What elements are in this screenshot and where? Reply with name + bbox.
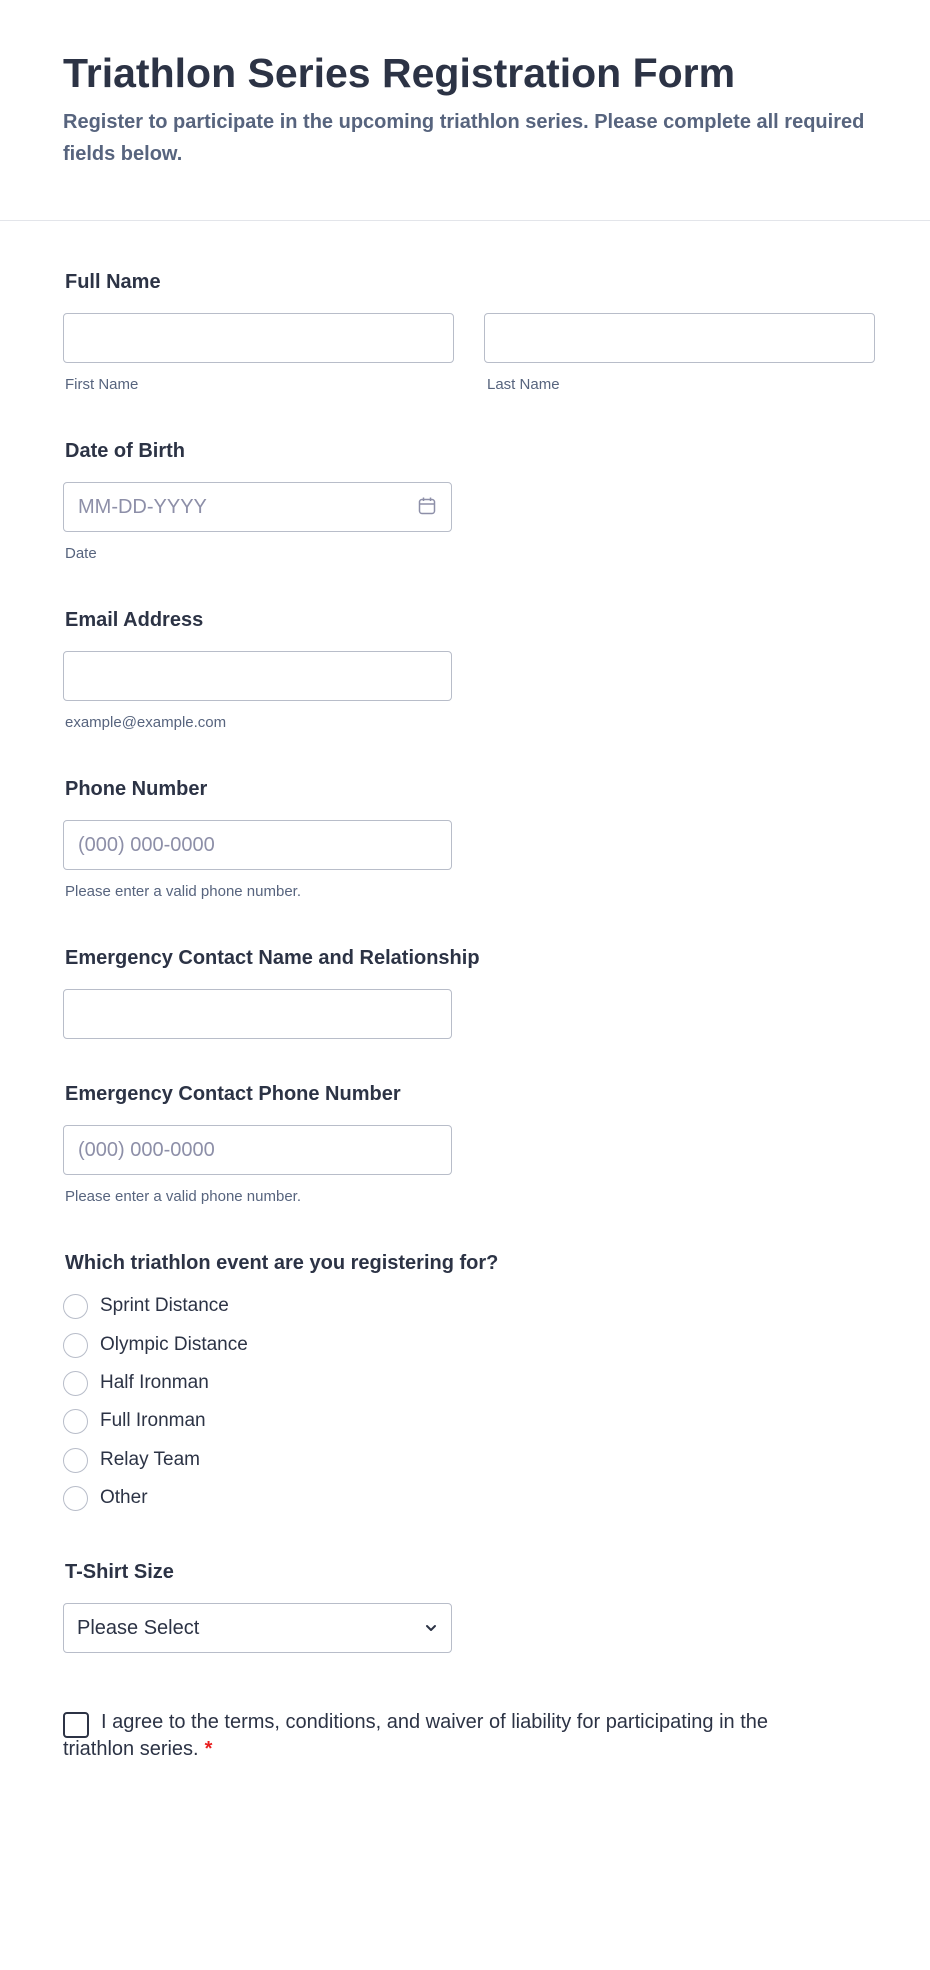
radio-button[interactable]: [63, 1409, 88, 1434]
radio-option-other[interactable]: [63, 1485, 148, 1511]
radio-button[interactable]: [63, 1371, 88, 1396]
radio-label: Other: [100, 1487, 148, 1508]
radio-option-half-ironman[interactable]: [63, 1370, 209, 1396]
emergency-phone-sublabel: Please enter a valid phone number.: [65, 1188, 301, 1205]
radio-label: Full Ironman: [100, 1410, 206, 1431]
radio-button[interactable]: [63, 1486, 88, 1511]
terms-text: I agree to the terms, conditions, and waiver of liability for participating in the triathlon series.: [63, 1711, 769, 1760]
phone-sublabel: Please enter a valid phone number.: [65, 883, 301, 900]
email-sublabel: example@example.com: [65, 714, 227, 731]
form-header: [0, 0, 930, 221]
email-label: Email Address: [65, 609, 204, 631]
event-question-label: Which triathlon event are you registering for?: [65, 1252, 499, 1274]
full-name-label: Full Name: [65, 271, 161, 293]
last-name-sublabel: Last Name: [487, 376, 560, 393]
date-of-birth-label: Date of Birth: [65, 440, 185, 462]
first-name-input[interactable]: [63, 313, 454, 363]
radio-option-sprint[interactable]: [63, 1293, 229, 1319]
email-input[interactable]: [63, 651, 452, 701]
radio-button[interactable]: [63, 1294, 88, 1319]
radio-label: Sprint Distance: [100, 1295, 229, 1316]
radio-option-olympic[interactable]: [63, 1332, 248, 1358]
radio-label: Half Ironman: [100, 1372, 209, 1393]
emergency-contact-input[interactable]: [63, 989, 452, 1039]
calendar-icon[interactable]: [418, 496, 436, 516]
tshirt-size-select[interactable]: [63, 1603, 452, 1653]
radio-label: Relay Team: [100, 1449, 200, 1470]
radio-button[interactable]: [63, 1448, 88, 1473]
required-asterisk: *: [204, 1738, 213, 1760]
first-name-sublabel: First Name: [65, 376, 139, 393]
radio-option-relay-team[interactable]: [63, 1447, 200, 1473]
page-title: Triathlon Series Registration Form: [63, 50, 736, 96]
emergency-phone-input[interactable]: [63, 1125, 452, 1175]
phone-input[interactable]: [63, 820, 452, 870]
radio-label: Olympic Distance: [100, 1334, 248, 1355]
select-value: Please Select: [77, 1617, 200, 1639]
phone-label: Phone Number: [65, 778, 208, 800]
radio-button[interactable]: [63, 1333, 88, 1358]
date-of-birth-input[interactable]: [63, 482, 452, 532]
chevron-down-icon: [423, 1620, 439, 1636]
emergency-contact-label: Emergency Contact Name and Relationship: [65, 947, 480, 969]
date-sublabel: Date: [65, 545, 97, 562]
radio-option-full-ironman[interactable]: [63, 1408, 206, 1434]
terms-label: [63, 1709, 803, 1763]
last-name-input[interactable]: [484, 313, 875, 363]
tshirt-size-label: T-Shirt Size: [65, 1561, 174, 1583]
emergency-phone-label: Emergency Contact Phone Number: [65, 1083, 401, 1105]
page-subtitle: Register to participate in the upcoming triathlon series. Please complete all required fields below.: [63, 111, 865, 165]
